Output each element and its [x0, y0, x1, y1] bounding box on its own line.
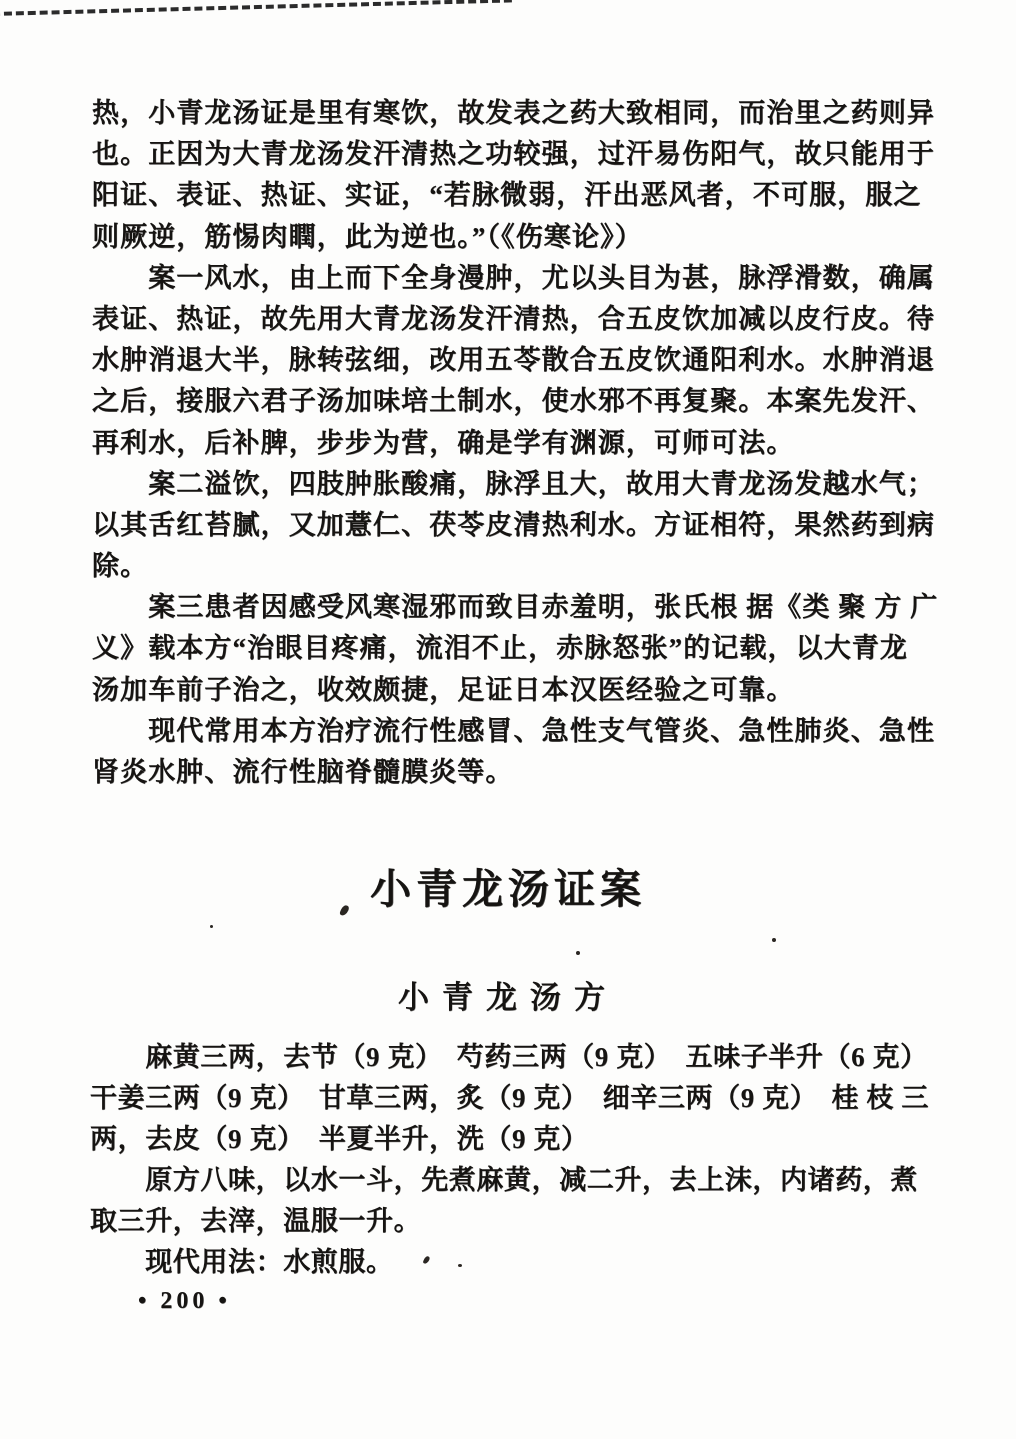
body-text-line: 现代常用本方治疗流行性感冒、急性支气管炎、急性肺炎、急性 [92, 715, 935, 746]
page-number: • 200 • [138, 1288, 231, 1314]
scan-speck [458, 1264, 462, 1267]
formula-text-line: 原方八味，以水一斗，先煮麻黄，减二升，去上沫，内诸药，煮 [90, 1165, 918, 1195]
body-text-line: 表证、热证，故先用大青龙汤发汗清热，合五皮饮加减以皮行皮。待 [92, 303, 935, 334]
formula-text-line: 两，去皮（9 克） 半夏半升，洗（9 克） [90, 1124, 589, 1154]
body-text-line: 热，小青龙汤证是里有寒饮，故发表之药大致相同，而治里之药则异 [92, 98, 935, 128]
body-text-line: 除。 [92, 551, 149, 582]
body-text-line: 则厥逆，筋惕肉瞤，此为逆也。”（《伤寒论》） [92, 221, 643, 252]
body-text-line: 肾炎水肿、流行性脑脊髓膜炎等。 [92, 757, 514, 787]
scan-speck [210, 925, 213, 928]
body-text-line: 水肿消退大半，脉转弦细，改用五苓散合五皮饮通阳利水。水肿消退 [92, 345, 935, 376]
body-text-line: 以其舌红苔腻，又加薏仁、茯苓皮清热利水。方证相符，果然药到病 [92, 509, 935, 540]
section-heading: 小青龙汤证案 [370, 866, 646, 912]
body-text-line: 之后，接服六君子汤加味培土制水，使水邪不再复聚。本案先发汗、 [92, 386, 935, 417]
body-text-line: 案一风水，由上而下全身漫肿，尤以头目为甚，脉浮滑数，确属 [92, 262, 935, 293]
body-text-block [92, 93, 939, 793]
body-text-line: 阳证、表证、热证、实证，“若脉微弱，汗出恶风者，不可服，服之 [92, 180, 922, 211]
formula-text-line: 取三升，去滓，温服一升。 [90, 1206, 422, 1236]
body-text-line: 汤加车前子治之，收效颇捷，足证日本汉医经验之可靠。 [92, 674, 795, 705]
body-text-line: 义》载本方“治眼目疼痛，流泪不止，赤脉怒张”的记载，以大青龙 [92, 633, 908, 664]
formula-text-line: 麻黄三两，去节（9 克） 芍药三两（9 克） 五味子半升（6 克） [90, 1042, 928, 1072]
torn-edge-dashes [0, 0, 512, 16]
formula-text-line: 现代用法：水煎服。 [90, 1247, 394, 1277]
scan-speck [772, 938, 776, 942]
formula-text-line: 干姜三两（9 克） 甘草三两，炙（9 克） 细辛三两（9 克） 桂 枝 三 [90, 1083, 929, 1113]
formula-text-block [90, 1037, 938, 1283]
body-text-line: 再利水，后补脾，步步为营，确是学有渊源，可师可法。 [92, 427, 795, 458]
scan-speck [576, 951, 580, 955]
subsection-heading: 小青龙汤方 [398, 980, 618, 1015]
body-text-line: 也。正因为大青龙汤发汗清热之功较强，过汗易伤阳气，故只能用于 [92, 139, 935, 170]
body-text-line: 案二溢饮，四肢肿胀酸痛，脉浮且大，故用大青龙汤发越水气； [92, 468, 935, 499]
body-text-line: 案三患者因感受风寒湿邪而致目赤羞明，张氏根 据《类 聚 方 广 [92, 592, 939, 623]
